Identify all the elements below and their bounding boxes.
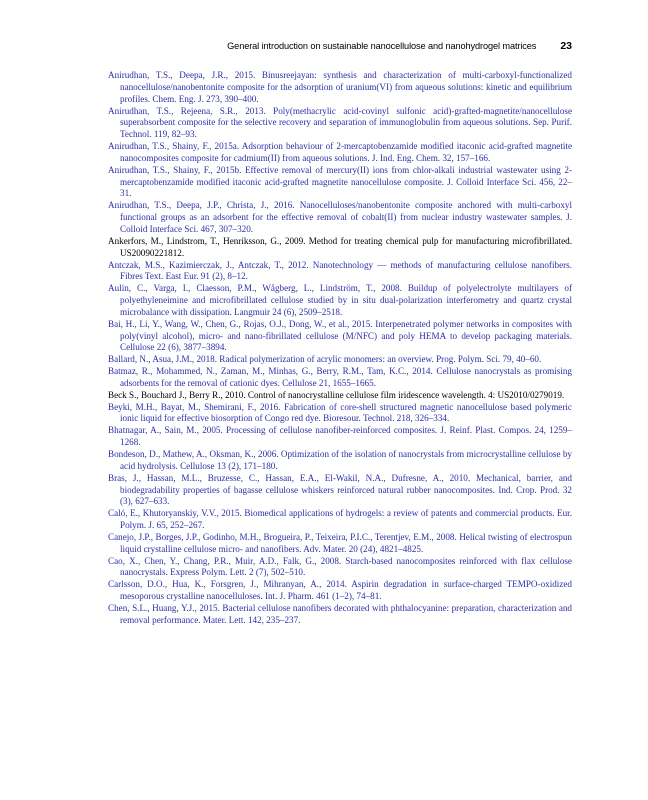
reference-entry[interactable]: Anirudhan, T.S., Rejeena, S.R., 2013. Poly(methacrylic acid-covinyl sulfonic acid)-grafted-magnetite/nanocellulose superabsorbent composite for the selective recovery and separation of immunoglobulin from aqueous solutions. Sep. Purif. Technol. 119, 82–93. — [108, 105, 572, 140]
reference-list — [108, 70, 572, 627]
reference-entry[interactable]: Anirudhan, T.S., Deepa, J.R., 2015. Binusreejayan: synthesis and characterization of multi-carboxyl-functionalized nanocellulose/nanobentonite composite for the adsorption of uranium(VI) from aqueous solutions: kinetic and equilibrium profiles. Chem. Eng. J. 273, 390–400. — [108, 70, 572, 104]
reference-entry: Ankerfors, M., Lindstrom, T., Henriksson, G., 2009. Method for treating chemical pulp for manufacturing microfibrillated. US20090221812. — [108, 235, 572, 258]
page-number: 23 — [560, 40, 572, 52]
reference-entry[interactable]: Anirudhan, T.S., Shainy, F., 2015a. Adsorption behaviour of 2-mercaptobenzamide modified itaconic acid-grafted magnetite nanocomposites composite for cadmium(II) from aqueous solutions. J. Ind. Eng. Chem. 32, 157–166. — [108, 141, 572, 163]
reference-entry[interactable]: Ballard, N., Asua, J.M., 2018. Radical polymerization of acrylic monomers: an overview. Prog. Polym. Sci. 79, 40–60. — [108, 354, 542, 365]
running-title: General introduction on sustainable nanocellulose and nanohydrogel matrices — [227, 41, 537, 51]
reference-entry[interactable]: Beyki, M.H., Bayat, M., Shemirani, F., 2016. Fabrication of core-shell structured magnetic nanocellulose based polymeric ionic liquid for effective biosorption of Congo red dye. Bioresour. Technol. 218, 326–334. — [108, 401, 572, 424]
reference-entry[interactable]: Caló, E., Khutoryanskiy, V.V., 2015. Biomedical applications of hydrogels: a review of patents and commercial products. Eur. Polym. J. 65, 252–267. — [108, 508, 572, 531]
reference-entry[interactable]: Chen, S.L., Huang, Y.J., 2015. Bacterial cellulose nanofibers decorated with phthalocyanine: preparation, characterization and removal performance. Mater. Lett. 142, 235–237. — [108, 602, 572, 625]
reference-entry[interactable]: Bondeson, D., Mathew, A., Oksman, K., 2006. Optimization of the isolation of nanocrystals from microcrystalline cellulose by acid hydrolysis. Cellulose 13 (2), 171–180. — [108, 449, 572, 471]
reference-entry: Beck S., Bouchard J., Berry R., 2010. Control of nanocrystalline cellulose film iridescence wavelength. 4: US2010/0279019. — [108, 389, 565, 400]
reference-entry[interactable]: Batmaz, R., Mohammed, N., Zaman, M., Minhas, G., Berry, R.M., Tam, K.C., 2014. Cellulose nanocrystals as promising adsorbents for the removal of cationic dyes. Cellulose 21, 1655–1665. — [108, 366, 572, 388]
reference-entry[interactable]: Bras, J., Hassan, M.L., Bruzesse, C., Hassan, E.A., El-Wakil, N.A., Dufresne, A., 2010. Mechanical, barrier, and biodegradability properties of bagasse cellulose whiskers reinforced natural rubber nanocomposites. Ind. Crop. Prod. 32 (3), 627–633. — [108, 472, 572, 507]
reference-entry[interactable]: Antczak, M.S., Kazimierczak, J., Antczak, T., 2012. Nanotechnology — methods of manufacturing cellulose nanofibers. Fibres Text. East Eur. 91 (2), 8–12. — [108, 259, 572, 282]
reference-entry[interactable]: Canejo, J.P., Borges, J.P., Godinho, M.H., Brogueira, P., Teixeira, P.I.C., Terentjev, E.M., 2008. Helical twisting of electrospun liquid crystalline cellulose micro- and nanofibers. Adv. Mater. 20 (24), 4821–4825. — [108, 531, 572, 554]
reference-entry[interactable]: Bai, H., Li, Y., Wang, W., Chen, G., Rojas, O.J., Dong, W., et al., 2015. Interpenetrated polymer networks in composites with poly(vinyl alcohol), micro- and nano-fibrillated cellulose (M/NFC) and poly HEMA to develop packaging materials. Cellulose 22 (6), 3877–3894. — [108, 318, 572, 353]
page-header — [104, 40, 572, 54]
reference-entry[interactable]: Cao, X., Chen, Y., Chang, P.R., Muir, A.D., Falk, G., 2008. Starch-based nanocomposites reinforced with flax cellulose nanocrystals. Express Polym. Lett. 2 (7), 502–510. — [108, 555, 572, 578]
reference-entry[interactable]: Carlsson, D.O., Hua, K., Forsgren, J., Mihranyan, A., 2014. Aspirin degradation in surface-charged TEMPO-oxidized mesoporous crystalline nanocelluloses. Int. J. Pharm. 461 (1–2), 74–81. — [108, 579, 572, 602]
reference-entry[interactable]: Aulin, C., Varga, I., Claesson, P.M., Wågberg, L., Lindström, T., 2008. Buildup of polyelectrolyte multilayers of polyethyleneimine and microfibrillated cellulose studied by in situ dual-polarization interferometry and quartz crystal microbalance with dissipation. Langmuir 24 (6), 2509–2518. — [108, 283, 572, 317]
reference-entry[interactable]: Bhatnagar, A., Sain, M., 2005. Processing of cellulose nanofiber-reinforced composites. J. Reinf. Plast. Compos. 24, 1259–1268. — [108, 425, 572, 448]
reference-entry[interactable]: Anirudhan, T.S., Deepa, J.P., Christa, J., 2016. Nanocelluloses/nanobentonite composite anchored with multi-carboxyl functional groups as an adsorbent for the effective removal of cobalt(II) from nuclear industry wastewater samples. J. Colloid Interface Sci. 467, 307–320. — [108, 200, 572, 234]
reference-entry[interactable]: Anirudhan, T.S., Shainy, F., 2015b. Effective removal of mercury(II) ions from chlor-alkali industrial wastewater using 2-mercaptobenzamide modified itaconic acid-grafted magnetite nanocellulose composite. J. Colloid Interface Sci. 456, 22–31. — [108, 164, 572, 199]
